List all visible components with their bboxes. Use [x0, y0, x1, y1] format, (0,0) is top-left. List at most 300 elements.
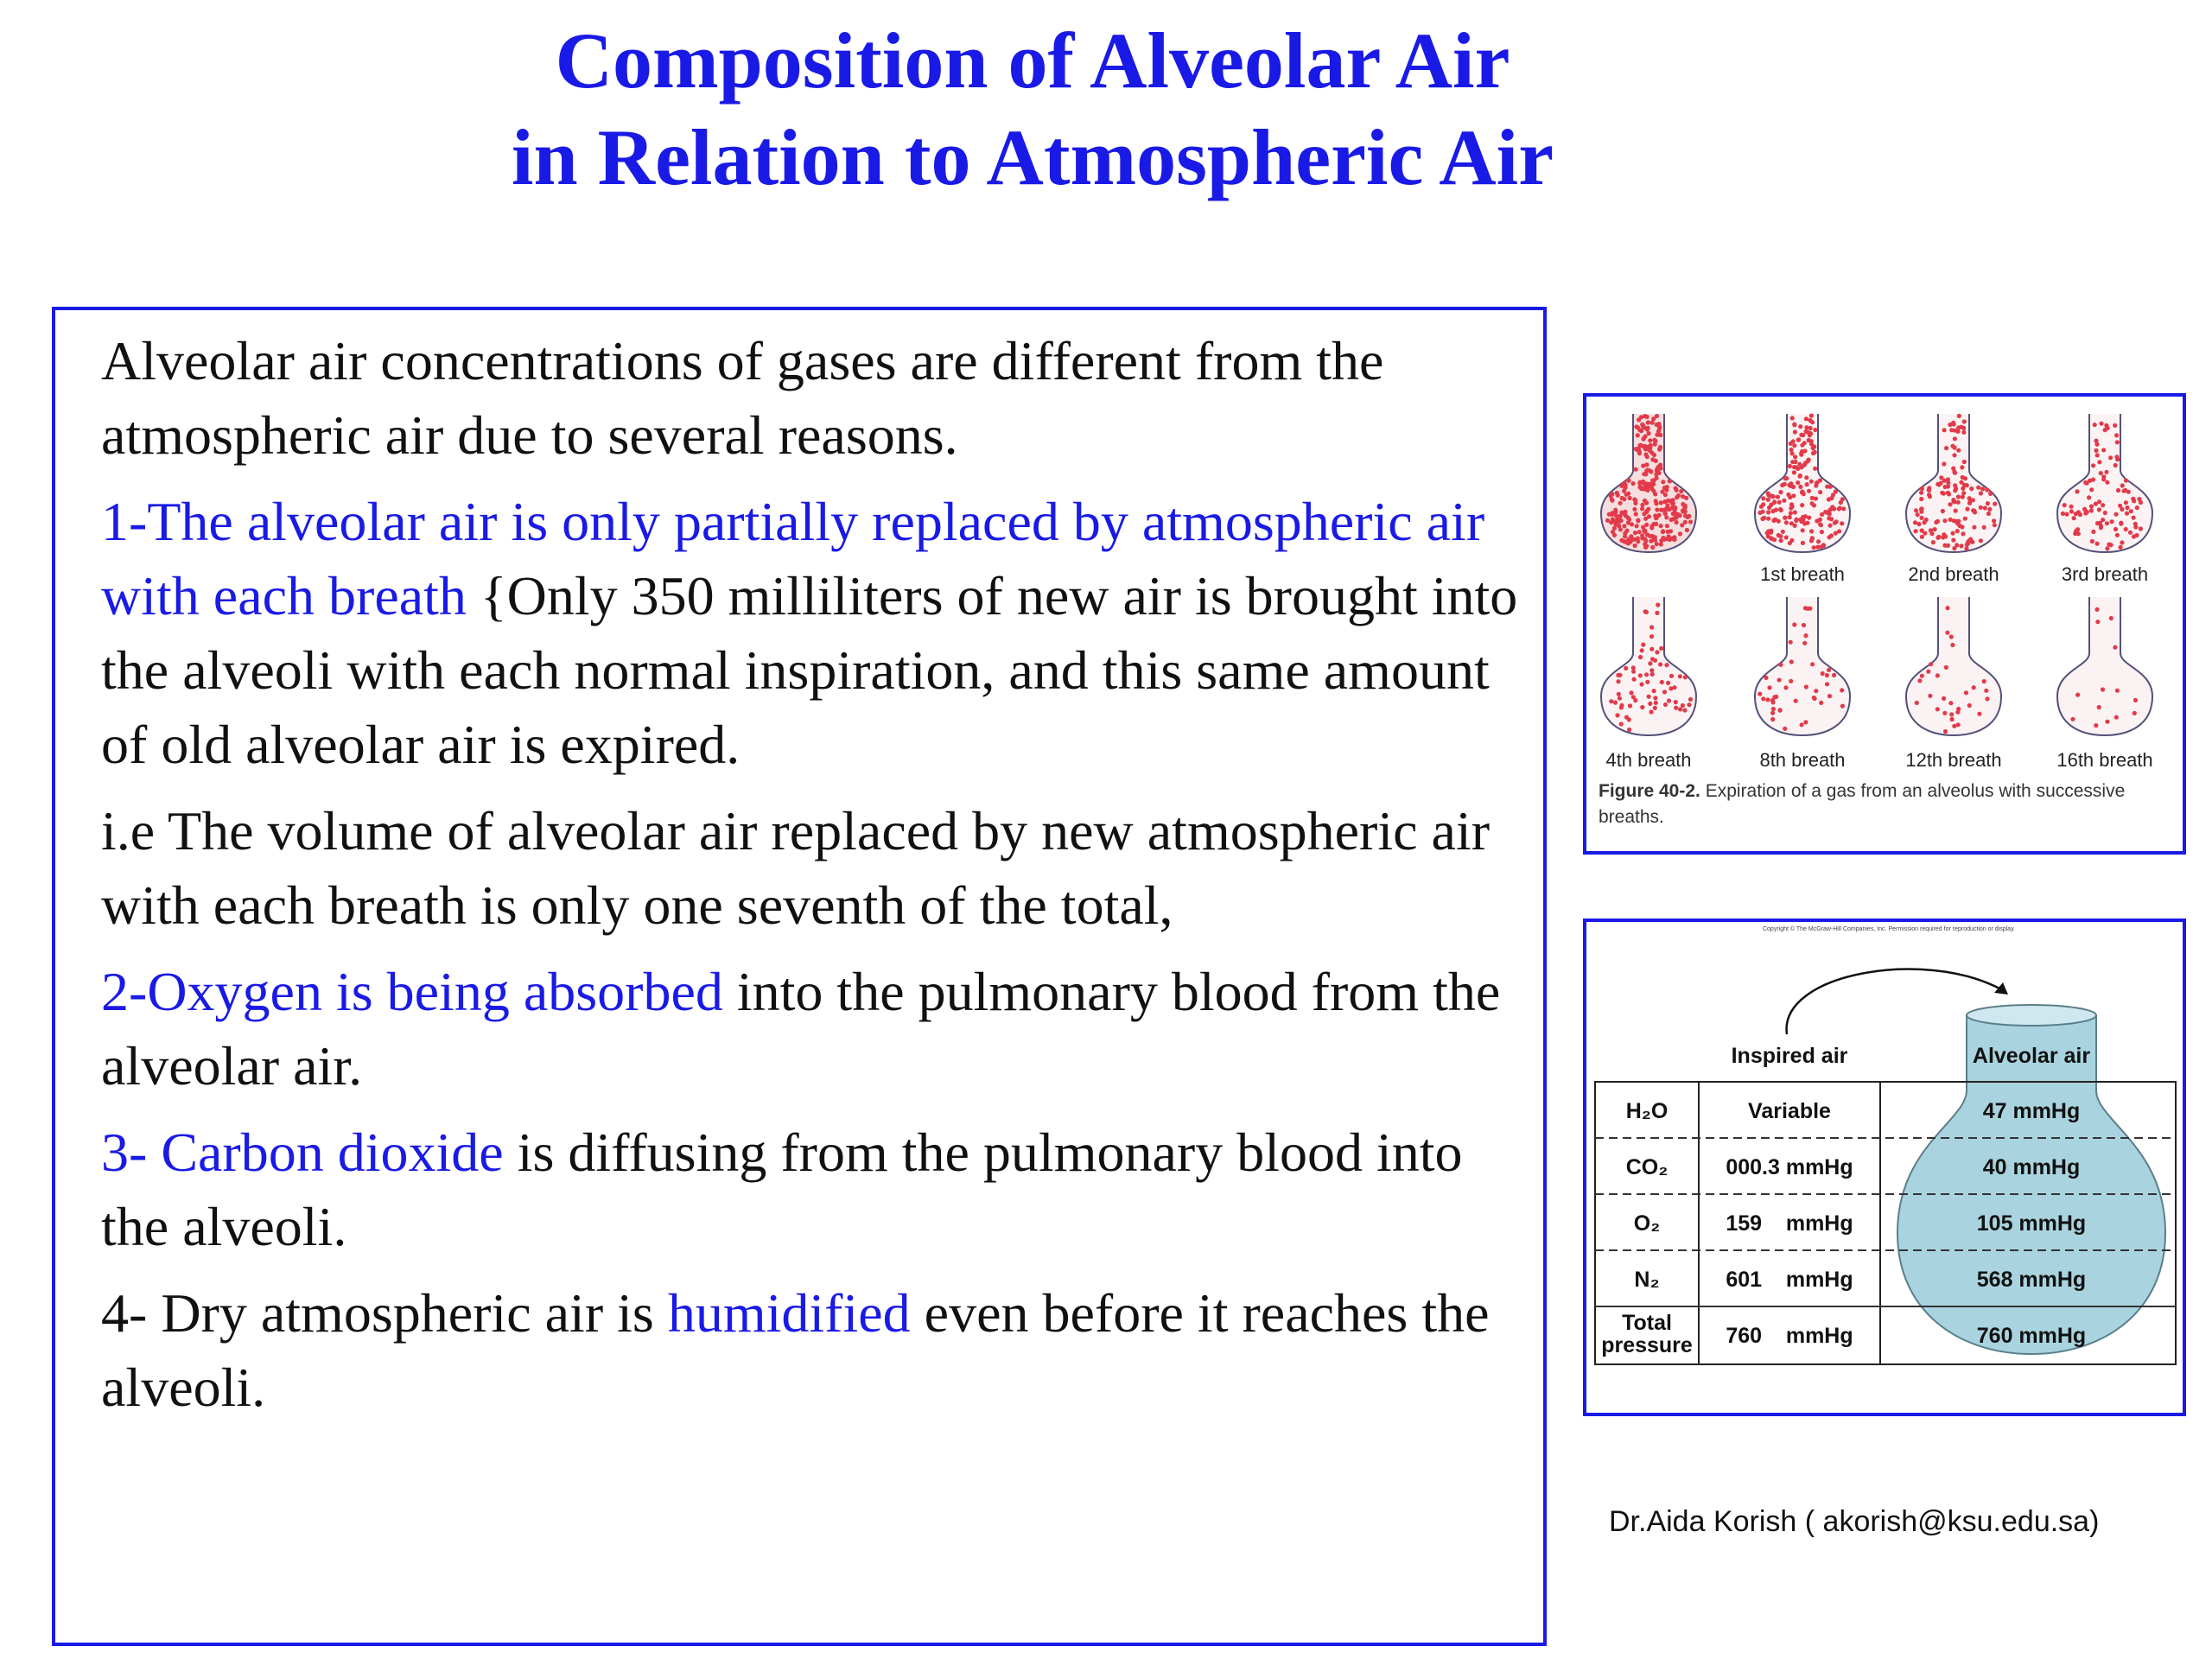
gas-particle-dot [1655, 476, 1659, 480]
gas-particle-dot [2133, 711, 2137, 715]
gas-particle-dot [1945, 606, 1949, 610]
gas-particle-dot [1784, 535, 1789, 539]
gas-particle-dot [1615, 713, 1619, 717]
gas-particle-dot [1959, 480, 1963, 485]
gas-particle-dot [2097, 507, 2101, 512]
intro-text: Alveolar air concentrations of gases are different from the atmospheric air due to several reasons. [101, 330, 1384, 466]
gas-particle-dot [2095, 620, 2100, 624]
gas-particle-dot [1617, 516, 1621, 520]
gas-particle-dot [1936, 707, 1940, 711]
gas-particle-dot [1926, 670, 1930, 674]
gas-particle-dot [1811, 451, 1815, 455]
gas-particle-dot [1643, 499, 1647, 503]
alveolus-flask-icon [2057, 414, 2152, 552]
gas-particle-dot [1967, 703, 1972, 708]
gas-particle-dot [1969, 486, 1974, 491]
author-credit: Dr.Aida Korish ( akorish@ksu.edu.sa) [1609, 1505, 2100, 1538]
gas-particle-dot [1687, 702, 1691, 707]
gas-particle-dot [1767, 685, 1771, 690]
gas-particle-dot [1792, 470, 1796, 474]
slide-title-line2: in Relation to Atmospheric Air [511, 113, 1554, 201]
gas-particle-dot [1766, 517, 1770, 521]
gas-particle-dot [1984, 689, 1988, 693]
gas-particle-dot [1805, 482, 1809, 486]
gas-particle-dot [1681, 494, 1685, 499]
caption-text: Expiration of a gas from an alveolus with successive breaths. [1599, 781, 2126, 827]
gas-particle-dot [1759, 505, 1764, 509]
gas-particle-dot [1979, 538, 1983, 543]
gas-particle-dot [1622, 481, 1626, 486]
gas-particle-dot [1809, 442, 1814, 446]
gas-particle-dot [1649, 647, 1654, 652]
gas-particle-dot [1804, 475, 1808, 480]
gas-particle-dot [1942, 543, 1947, 548]
gas-particle-dot [1979, 505, 1983, 510]
gas-particle-dot [1812, 696, 1816, 700]
gas-particle-dot [2103, 511, 2107, 515]
gas-particle-dot [1949, 634, 1954, 639]
gas-particle-dot [1672, 685, 1676, 690]
gas-particle-dot [1636, 433, 1640, 437]
gas-particle-dot [1639, 429, 1643, 433]
alveolar-o2: 105 mmHg [1976, 1211, 2087, 1236]
reason-2-detail: into the pulmonary blood from the alveolar air. [101, 961, 1501, 1096]
gas-particle-dot [2123, 488, 2127, 493]
gas-particle-dot [1790, 451, 1795, 455]
gas-particle-dot [1658, 445, 1662, 449]
gas-particle-dot [1960, 465, 1964, 469]
gas-particle-dot [2120, 483, 2125, 487]
gas-particle-dot [1797, 474, 1802, 479]
gas-particle-dot [2105, 521, 2109, 525]
gas-particle-dot [1957, 414, 1961, 418]
gas-particle-dot [1953, 429, 1957, 433]
gas-particle-dot [1982, 679, 1986, 683]
gas-particle-dot [1676, 493, 1681, 498]
gas-particle-dot [1796, 480, 1800, 485]
gas-particle-dot [1674, 706, 1678, 710]
gas-particle-dot [1793, 429, 1797, 434]
gas-particle-dot [2061, 512, 2065, 516]
gas-particle-dot [1644, 523, 1649, 527]
gas-particle-dot [2113, 527, 2118, 531]
gas-particle-dot [1770, 509, 1775, 513]
gas-particle-dot [1951, 538, 1955, 543]
gas-particle-dot [1932, 527, 1936, 531]
gas-particle-dot [1959, 543, 1963, 548]
gas-particle-dot [1927, 488, 1931, 493]
gas-particle-dot [1658, 466, 1662, 470]
gas-particle-dot [1618, 696, 1622, 701]
gas-particle-dot [1617, 692, 1621, 696]
gas-particle-dot [1661, 480, 1665, 484]
gas-particle-dot [1618, 527, 1623, 531]
gas-particle-dot [1650, 672, 1655, 677]
gas-particle-dot [1766, 534, 1770, 538]
gas-particle-dot [1832, 673, 1836, 677]
gas-particle-dot [1919, 516, 1923, 520]
gas-particle-dot [1651, 537, 1656, 542]
gas-particle-dot [1950, 717, 1955, 721]
gas-particle-dot [1643, 472, 1648, 476]
gas-particle-dot [1674, 700, 1678, 704]
gas-particle-dot [1626, 541, 1630, 545]
gas-particle-dot [1952, 469, 1956, 474]
gas-particle-dot [2075, 693, 2080, 697]
gas-particle-dot [1645, 532, 1649, 537]
gas-particle-dot [1656, 471, 1661, 475]
gas-particle-dot [1782, 499, 1786, 503]
gas-particle-dot [2093, 423, 2097, 427]
gas-particle-dot [1786, 493, 1790, 497]
gas-particle-dot [2094, 442, 2099, 447]
gas-particle-dot [1803, 720, 1808, 724]
gas-particle-dot [2114, 433, 2119, 437]
gas-particle-dot [1784, 520, 1789, 524]
gas-particle-dot [1802, 623, 1806, 627]
gas-particle-dot [1616, 679, 1620, 683]
gas-particle-dot [1648, 438, 1652, 442]
label-2nd-breath: 2nd breath [1908, 563, 1999, 585]
gas-particle-dot [1778, 490, 1783, 494]
gas-particle-dot [1667, 698, 1671, 702]
gas-particle-dot [2129, 509, 2133, 513]
gas-particle-dot [1828, 524, 1833, 528]
gas-particle-dot [1825, 673, 1829, 677]
gas-particle-dot [2072, 516, 2076, 520]
gas-particle-dot [1777, 500, 1782, 505]
gas-particle-dot [1985, 487, 1989, 492]
gas-particle-dot [1948, 423, 1952, 427]
caption-label: Figure 40-2. [1599, 781, 1700, 801]
gas-particle-dot [2128, 531, 2133, 535]
gas-particle-dot [1944, 665, 1948, 670]
gas-particle-dot [1963, 476, 1967, 480]
gas-particle-dot [1961, 531, 1965, 536]
gas-particle-dot [1963, 517, 1967, 521]
gas-particle-dot [1941, 509, 1945, 513]
gas-particle-dot [1789, 659, 1794, 664]
gas-particle-dot [1657, 432, 1662, 436]
gas-particle-dot [1986, 501, 1990, 505]
gas-particle-dot [1954, 509, 1958, 513]
reason-4-highlight: humidified [667, 1282, 911, 1344]
gas-particle-dot [1659, 646, 1663, 651]
gas-particle-dot [2132, 499, 2136, 503]
gas-particle-dot [1619, 703, 1624, 708]
gas-particle-dot [1616, 493, 1620, 498]
gas-particle-dot [1777, 677, 1782, 682]
gas-particle-dot [1679, 489, 1683, 493]
gas-particle-dot [2124, 479, 2128, 483]
gas-particle-dot [1804, 416, 1808, 421]
gas-particle-dot [1681, 502, 1685, 506]
gas-particle-dot [1961, 430, 1966, 435]
gas-particle-dot [1834, 519, 1839, 524]
gas-particle-dot [1783, 727, 1787, 731]
inspired-n2: 601 mmHg [1726, 1268, 1853, 1292]
gas-particle-dot [1631, 695, 1636, 699]
gas-particle-dot [1813, 428, 1817, 432]
gas-particle-dot [2115, 533, 2120, 537]
gas-particle-dot [1914, 529, 1918, 533]
gas-particle-dot [1929, 662, 1933, 666]
gas-particle-dot [1818, 478, 1822, 482]
gas-particle-dot [1841, 506, 1846, 511]
header-inspired-air: Inspired air [1731, 1044, 1848, 1068]
gas-particle-dot [1797, 462, 1802, 467]
gas-particle-dot [1633, 531, 1637, 535]
gas-particle-dot [1951, 531, 1955, 536]
gas-particle-dot [1638, 655, 1643, 659]
gas-particle-dot [1815, 545, 1820, 550]
gas-particle-dot [2113, 645, 2117, 650]
gas-particle-dot [1788, 464, 1792, 468]
gas-particle-dot [2133, 698, 2138, 702]
gas-particle-dot [2133, 524, 2138, 529]
gas-particle-dot [1979, 491, 1983, 495]
gas-particle-dot [2115, 689, 2120, 693]
gas-particle-dot [1965, 507, 1969, 512]
gas-particle-dot [1654, 459, 1658, 463]
gas-particle-dot [1976, 486, 1980, 490]
gas-particle-dot [1666, 499, 1670, 503]
alveolar-total: 760 mmHg [1976, 1324, 2087, 1348]
gas-particle-dot [1840, 497, 1845, 501]
gas-particle-dot [2089, 508, 2094, 512]
gas-particle-dot [1802, 641, 1807, 645]
gas-particle-dot [1924, 518, 1929, 522]
gas-particle-dot [1766, 498, 1770, 502]
gas-particle-dot [1968, 537, 1973, 542]
gas-particle-dot [1914, 508, 1918, 512]
alveolar-n2: 568 mmHg [1976, 1268, 2087, 1292]
gas-particle-dot [1681, 508, 1685, 512]
gas-particle-dot [2101, 448, 2106, 452]
gas-particle-dot [1669, 674, 1674, 678]
gas-particle-dot [1837, 506, 1841, 511]
gas-particle-dot [1810, 420, 1815, 424]
gas-particle-dot [1809, 529, 1814, 533]
gas-particle-dot [1624, 493, 1629, 497]
gas-particle-dot [1635, 524, 1639, 528]
gas-particle-dot [2105, 480, 2109, 485]
gas-particle-dot [2119, 522, 2123, 526]
label-1st-breath: 1st breath [1760, 563, 1845, 585]
gas-particle-dot [1789, 521, 1794, 525]
gas-particle-dot [1618, 501, 1623, 505]
gas-particle-dot [2091, 463, 2095, 467]
gas-particle-dot [1942, 428, 1947, 432]
gas-particle-dot [1987, 507, 1992, 512]
gas-particle-dot [2095, 542, 2100, 546]
gas-particle-dot [2106, 426, 2110, 430]
gas-particle-dot [1789, 448, 1794, 452]
gas-particle-dot [1949, 712, 1954, 716]
gas-particle-dot [1660, 490, 1664, 494]
gas-particle-dot [1972, 525, 1976, 530]
alveolus-neck-rim [1967, 1005, 2096, 1026]
gas-particle-dot [2120, 540, 2124, 544]
gas-particle-dot [1650, 657, 1655, 661]
gas-particle-dot [1952, 453, 1956, 457]
gas-particle-dot [1616, 673, 1620, 677]
gas-particle-dot [1967, 496, 1972, 500]
gas-particle-dot [1956, 448, 1961, 453]
gas-particle-dot [1964, 690, 1968, 695]
gas-particle-dot [1659, 524, 1663, 528]
gas-particle-dot [1611, 530, 1615, 534]
gas-particle-dot [1650, 545, 1655, 550]
gas-particle-dot [1660, 680, 1664, 684]
gas-particle-dot [1659, 500, 1663, 505]
gas-particle-dot [1637, 530, 1642, 534]
gas-particle-dot [1682, 708, 1687, 712]
reason-1-highlight: 1-The alveolar air is only partially replaced by atmospheric air with each breath [101, 491, 1485, 626]
gas-particle-dot [1821, 671, 1825, 676]
alveolus-flask-icon [1601, 597, 1696, 735]
gas-particle-dot [1635, 448, 1639, 452]
gas-particle-dot [1800, 722, 1804, 727]
gas-particle-dot [1670, 502, 1675, 506]
gas-particle-dot [1774, 695, 1778, 699]
gas-particle-dot [2124, 500, 2128, 505]
gas-particle-dot [1992, 518, 1996, 523]
gas-particle-dot [1761, 696, 1765, 701]
gas-particle-dot [1825, 682, 1829, 686]
gas-particle-dot [1834, 531, 1838, 536]
inspired-total: 760 mmHg [1726, 1324, 1853, 1348]
gas-particle-dot [1777, 708, 1782, 712]
gas-particle-dot [1810, 496, 1815, 500]
gas-particle-dot [1919, 491, 1923, 495]
gas-particle-dot [1634, 467, 1638, 472]
gas-particle-dot [1683, 675, 1688, 679]
gas-particle-dot [1678, 674, 1682, 678]
gas-particle-dot [1659, 538, 1663, 543]
gas-particle-dot [2119, 545, 2123, 550]
gas-particle-dot [1653, 706, 1657, 710]
alveolus-flask-icon [1755, 597, 1850, 735]
gas-particle-dot [1819, 523, 1823, 527]
gas-particle-dot [1950, 643, 1955, 647]
gas-particle-dot [1636, 518, 1640, 523]
gas-particle-dot [1794, 699, 1798, 703]
gas-particle-dot [1662, 690, 1667, 694]
reason-3-paragraph [101, 1116, 1535, 1264]
gas-particle-dot [1809, 480, 1814, 484]
label-16th-breath: 16th breath [2056, 749, 2153, 771]
gas-particle-dot [1645, 427, 1649, 431]
gas-particle-dot [2094, 448, 2098, 453]
gas-particle-dot [1770, 700, 1775, 704]
gas-particle-dot [1626, 479, 1630, 483]
gas-particle-dot [1655, 423, 1659, 427]
gas-particle-dot [1646, 420, 1650, 424]
gas-particle-dot [1656, 603, 1660, 607]
gas-particle-dot [2070, 717, 2075, 721]
gas-particle-dot [2088, 479, 2092, 483]
gas-particle-dot [1928, 694, 1932, 698]
reason-4-detail: even before it reaches the alveoli. [101, 1282, 1490, 1418]
gas-particle-dot [1983, 505, 1987, 510]
gas-particle-dot [1628, 703, 1632, 708]
ie-paragraph [101, 794, 1535, 943]
gas-particle-dot [1628, 496, 1632, 500]
gas-particle-dot [1919, 507, 1923, 512]
figure-caption [1599, 779, 2169, 830]
gas-particle-dot [1631, 481, 1636, 486]
gas-pressure-figure [1583, 918, 2186, 1416]
gas-particle-dot [1637, 485, 1642, 489]
gas-particle-dot [1942, 492, 1946, 496]
gas-particle-dot [2097, 460, 2101, 464]
gas-particle-dot [2078, 512, 2082, 517]
gas-particle-dot [1977, 712, 1981, 716]
gas-particle-dot [1948, 518, 1953, 522]
gas-particle-dot [1643, 517, 1648, 521]
gas-particle-dot [1927, 493, 1931, 497]
gas-particle-dot [1631, 670, 1636, 674]
gas-particle-dot [1655, 507, 1659, 512]
gas-particle-dot [1783, 685, 1788, 690]
gas-particle-dot [1804, 429, 1808, 434]
gas-particle-dot [1825, 485, 1829, 489]
gas-particle-dot [1790, 416, 1795, 420]
gas-particle-dot [1793, 510, 1797, 514]
gas-particle-dot [1820, 512, 1824, 517]
gas-particle-dot [1955, 529, 1960, 533]
gas-particle-dot [1920, 674, 1924, 678]
gas-particle-dot [1686, 515, 1690, 519]
gas-particle-dot [1942, 532, 1946, 537]
gas-particle-dot [1641, 437, 1645, 442]
gas-particle-dot [1807, 516, 1811, 520]
gas-particle-dot [1623, 510, 1627, 514]
gas-particle-dot [2099, 422, 2103, 426]
gas-particle-dot [1654, 522, 1658, 526]
gas-particle-dot [1648, 448, 1652, 453]
gas-particle-dot [1634, 512, 1638, 516]
gas-particle-dot [2069, 505, 2073, 509]
gas-particle-dot [1778, 507, 1783, 512]
gas-particle-dot [1649, 486, 1654, 491]
gas-particle-dot [1943, 485, 1948, 489]
gas-particle-dot [1962, 460, 1967, 464]
gas-particle-dot [1664, 515, 1669, 519]
gas-particle-dot [1647, 695, 1651, 699]
gas-particle-dot [1652, 453, 1656, 457]
gas-particle-dot [2089, 504, 2094, 508]
gas-particle-dot [1973, 510, 1977, 514]
gas-particle-dot [1812, 503, 1816, 507]
gas-particle-dot [2083, 480, 2088, 485]
gas-particle-dot [2116, 488, 2120, 493]
gas-particle-dot [1634, 424, 1638, 429]
gas-particle-dot [1652, 689, 1656, 693]
gas-particle-dot [1623, 486, 1627, 490]
alveolar-co2: 40 mmHg [1982, 1155, 2081, 1179]
gas-particle-dot [2082, 507, 2087, 512]
gas-particle-dot [1653, 492, 1657, 496]
gas-particle-dot [1624, 529, 1629, 533]
gas-particle-dot [2124, 527, 2128, 531]
gas-particle-dot [1840, 688, 1844, 692]
gas-particle-dot [1965, 483, 1969, 487]
gas-particle-dot [1761, 496, 1765, 500]
gas-particle-dot [1789, 538, 1794, 543]
gas-particle-dot [1808, 426, 1813, 430]
